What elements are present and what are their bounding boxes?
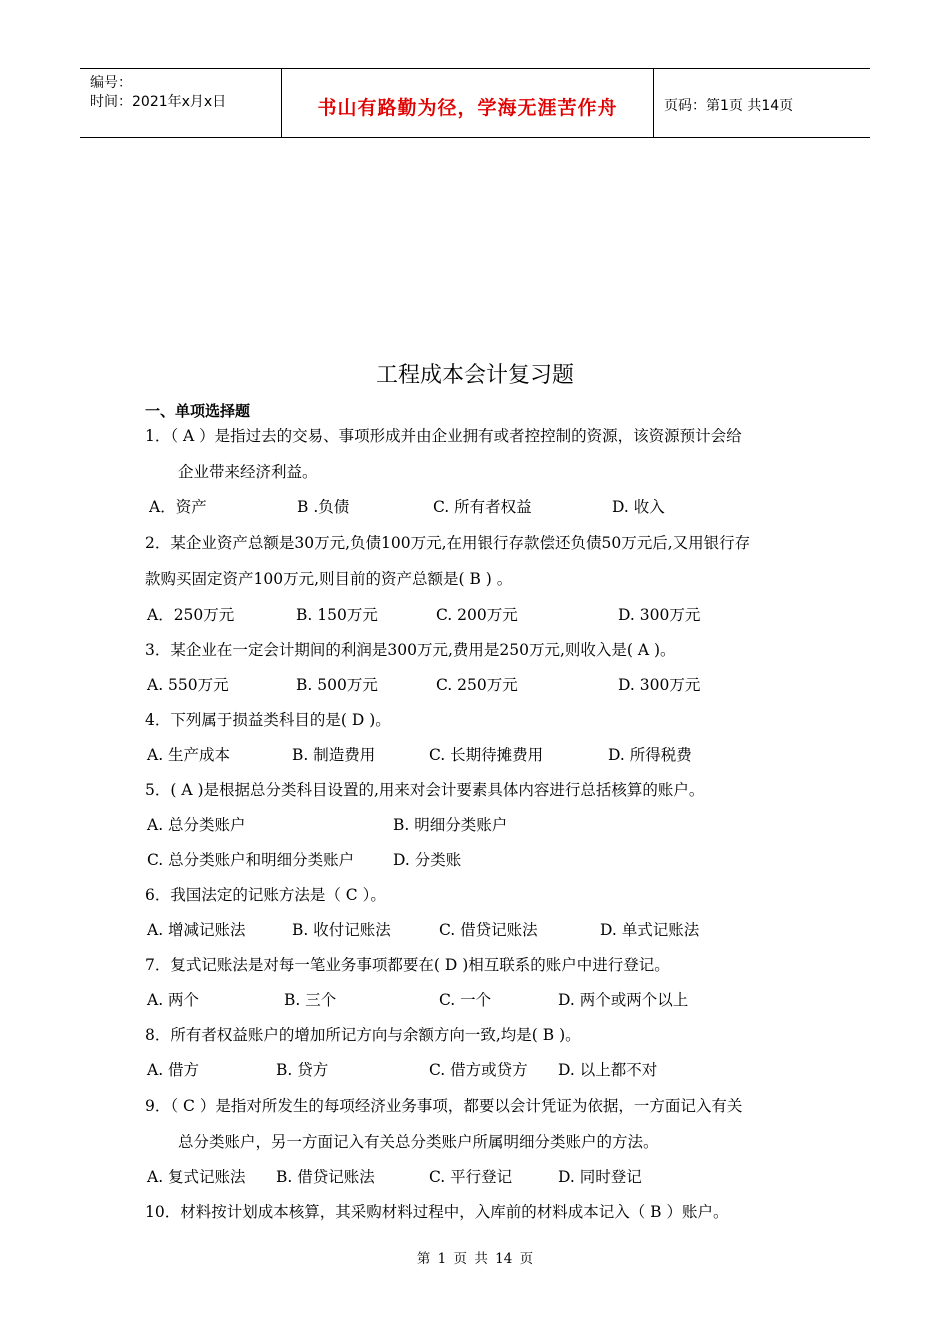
question-2-line-2: 款购买固定资产100万元,则目前的资产总额是( B ) 。 [145,570,513,588]
page-header [80,68,870,138]
header-page-info: 页码：第1页 共14页 [664,98,794,114]
question-3-option-c: C. 250万元 [436,676,518,694]
question-10-line-1: 10．材料按计划成本核算，其采购材料过程中，入库前的材料成本记入（ B ）账户。 [145,1203,729,1221]
question-1-option-d: D. 收入 [612,498,665,516]
question-8-option-c: C. 借方或贷方 [429,1061,528,1079]
question-9-option-b: B. 借贷记账法 [276,1168,375,1186]
question-5-option-c: C. 总分类账户和明细分类账户 [147,851,355,869]
document-number-label: 编号： [90,75,132,91]
question-8-option-a: A. 借方 [147,1061,200,1079]
question-5-option-a: A. 总分类账户 [147,816,246,834]
question-7-option-a: A. 两个 [147,991,200,1009]
question-2-line-1: 2．某企业资产总额是30万元,负债100万元,在用银行存款偿还负债50万元后,又用银行存 [145,534,751,552]
question-3-option-b: B. 500万元 [296,676,378,694]
question-6-option-b: B. 收付记账法 [292,921,391,939]
question-7-option-c: C. 一个 [439,991,492,1009]
question-9-line-2: 总分类账户，另一方面记入有关总分类账户所属明细分类账户的方法。 [178,1133,659,1151]
header-page-cell [654,69,870,137]
question-1-option-b: B .负债 [297,498,350,516]
document-title: 工程成本会计复习题 [375,363,574,388]
header-motto: 书山有路勤为径，学海无涯苦作舟 [317,97,618,119]
question-4-option-b: B. 制造费用 [292,746,376,764]
question-6-option-d: D. 单式记账法 [600,921,700,939]
question-9-option-a: A. 复式记账法 [147,1168,246,1186]
question-1-option-a: A．资产 [149,498,207,516]
section-heading: 一、单项选择题 [145,402,251,420]
question-9-option-c: C. 平行登记 [429,1168,513,1186]
question-8-line-1: 8．所有者权益账户的增加所记方向与余额方向一致,均是( B )。 [145,1026,581,1044]
question-4-option-d: D. 所得税费 [608,746,692,764]
header-info-cell [80,69,282,137]
question-6-option-a: A. 增减记账法 [147,921,246,939]
question-1-option-c: C. 所有者权益 [433,498,532,516]
question-5-line-1: 5．( A )是根据总分类科目设置的,用来对会计要素具体内容进行总括核算的账户。 [145,781,705,799]
question-3-option-d: D. 300万元 [618,676,701,694]
question-7-option-d: D. 两个或两个以上 [558,991,689,1009]
question-2-option-b: B. 150万元 [296,606,378,624]
question-9-option-d: D. 同时登记 [558,1168,642,1186]
question-1-line-2: 企业带来经济利益。 [178,463,318,481]
question-9-line-1: 9．（ C ）是指对所发生的每项经济业务事项，都要以会计凭证为依据，一方面记入有关 [145,1097,743,1115]
header-motto-cell [282,69,654,137]
question-3-option-a: A. 550万元 [147,676,229,694]
question-8-option-b: B. 贷方 [276,1061,329,1079]
document-date: 时间：2021年x月x日 [90,94,227,110]
question-2-option-c: C. 200万元 [436,606,518,624]
question-5-option-b: B. 明细分类账户 [393,816,508,834]
question-1-line-1: 1．（ A ）是指过去的交易、事项形成并由企业拥有或者控控制的资源，该资源预计会给 [145,427,742,445]
page-footer: 第 1 页 共 14 页 [416,1251,534,1267]
question-3-line-1: 3．某企业在一定会计期间的利润是300万元,费用是250万元,则收入是( A )。 [145,641,676,659]
question-4-line-1: 4．下列属于损益类科目的是( D )。 [145,711,391,729]
question-2-option-d: D. 300万元 [618,606,701,624]
question-4-option-c: C. 长期待摊费用 [429,746,544,764]
question-8-option-d: D. 以上都不对 [558,1061,658,1079]
question-6-line-1: 6．我国法定的记账方法是（ C ）。 [145,886,386,904]
question-6-option-c: C. 借贷记账法 [439,921,538,939]
question-7-line-1: 7．复式记账法是对每一笔业务事项都要在( D )相互联系的账户中进行登记。 [145,956,670,974]
question-5-option-d: D. 分类账 [393,851,462,869]
question-4-option-a: A. 生产成本 [147,746,231,764]
question-7-option-b: B. 三个 [284,991,337,1009]
question-2-option-a: A．250万元 [147,606,235,624]
